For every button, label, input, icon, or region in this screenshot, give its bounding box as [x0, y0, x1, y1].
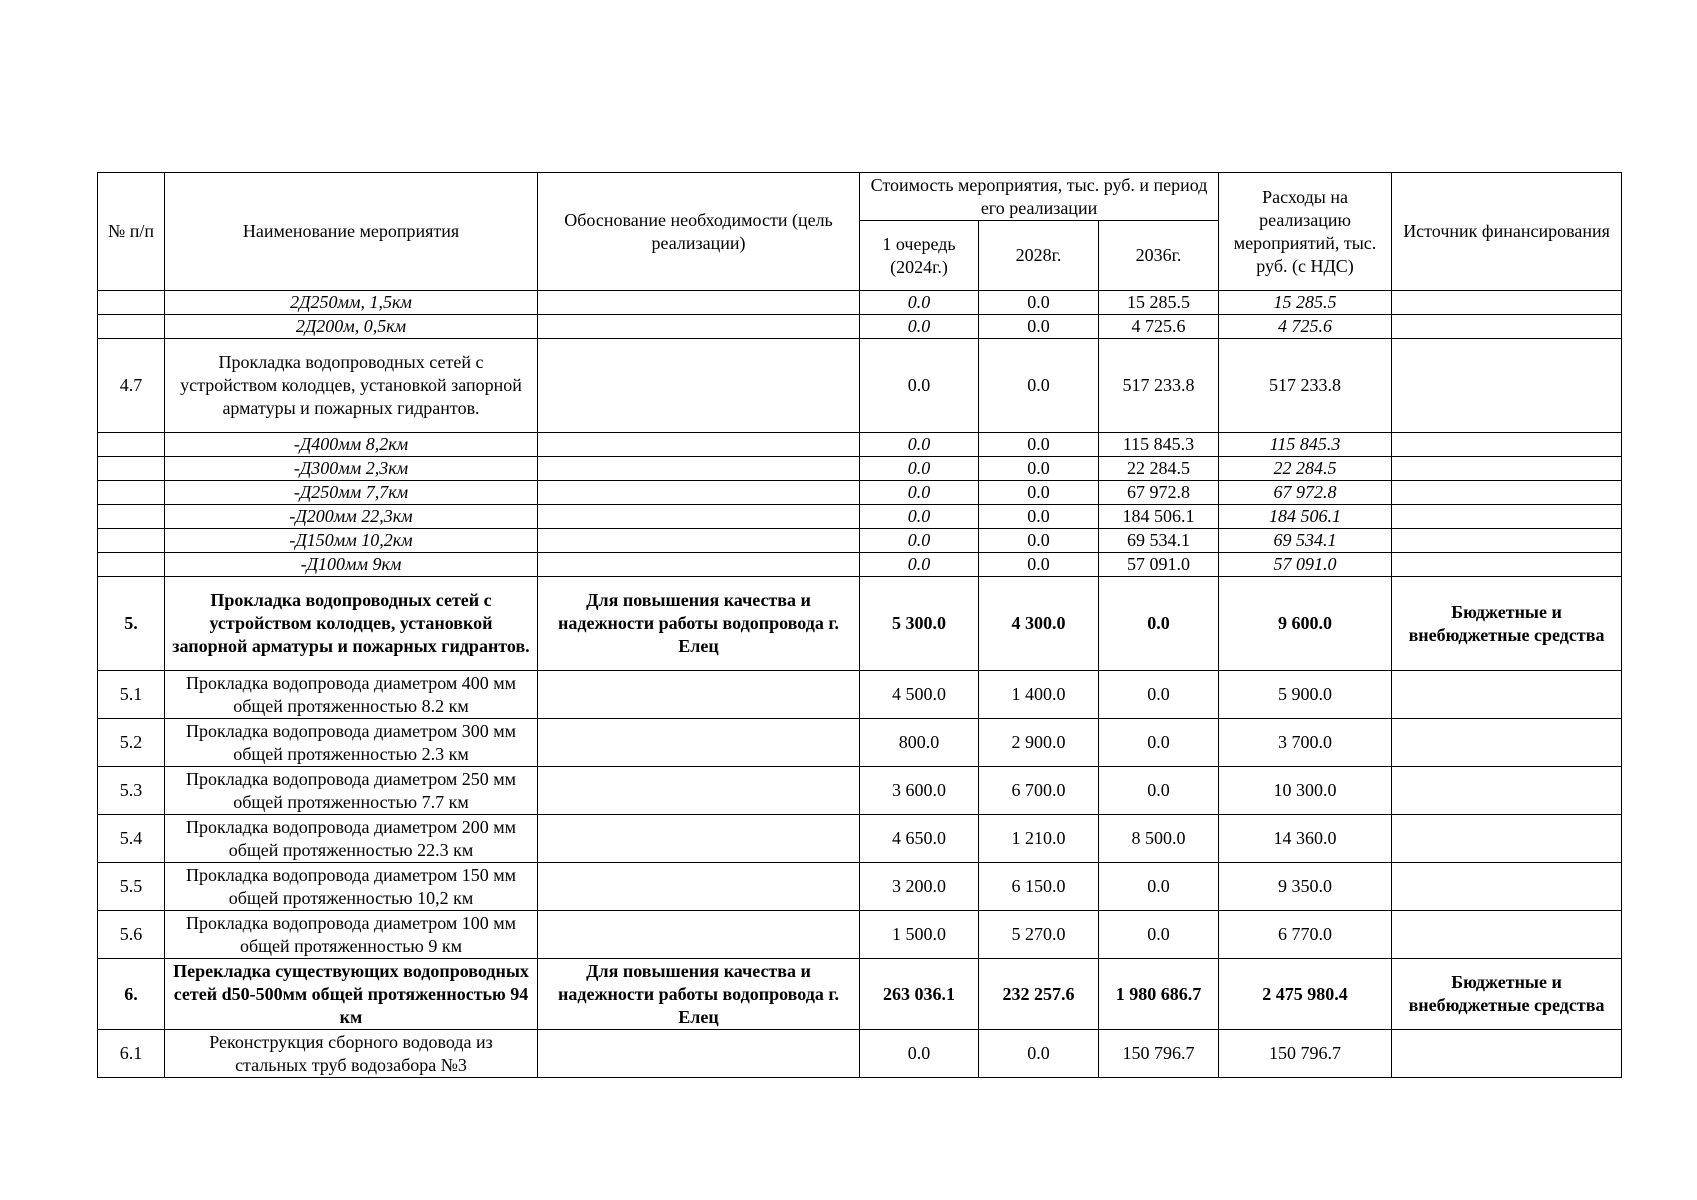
cell-justification — [538, 291, 860, 315]
table-row — [98, 815, 1622, 863]
cell-num: 4.7 — [98, 339, 165, 433]
cell-total: 115 845.3 — [1219, 433, 1392, 457]
cell-stage1: 0.0 — [860, 529, 979, 553]
table-row — [98, 505, 1622, 529]
header-name: Наименование мероприятия — [165, 173, 538, 291]
cell-stage1: 1 500.0 — [860, 911, 979, 959]
cell-justification — [538, 553, 860, 577]
cell-name: -Д200мм 22,3км — [165, 505, 538, 529]
table-row — [98, 1030, 1622, 1078]
header-justification: Обоснование необходимости (цель реализации) — [538, 173, 860, 291]
cell-stage1: 263 036.1 — [860, 959, 979, 1030]
cell-stage1: 0.0 — [860, 315, 979, 339]
cell-num — [98, 481, 165, 505]
cell-2028: 4 300.0 — [979, 577, 1099, 671]
cell-num: 5.1 — [98, 671, 165, 719]
cell-num: 5.4 — [98, 815, 165, 863]
cell-justification — [538, 457, 860, 481]
cell-justification — [538, 863, 860, 911]
cell-2028: 232 257.6 — [979, 959, 1099, 1030]
cell-2036: 69 534.1 — [1099, 529, 1219, 553]
cell-2036: 115 845.3 — [1099, 433, 1219, 457]
cell-stage1: 0.0 — [860, 481, 979, 505]
cell-total: 69 534.1 — [1219, 529, 1392, 553]
cell-2036: 1 980 686.7 — [1099, 959, 1219, 1030]
cell-2028: 0.0 — [979, 291, 1099, 315]
cell-name: 2Д200м, 0,5км — [165, 315, 538, 339]
cell-num: 5. — [98, 577, 165, 671]
cell-2036: 4 725.6 — [1099, 315, 1219, 339]
cell-2036: 0.0 — [1099, 767, 1219, 815]
table-row — [98, 433, 1622, 457]
cell-name: -Д150мм 10,2км — [165, 529, 538, 553]
cell-2036: 8 500.0 — [1099, 815, 1219, 863]
cell-name: Реконструкция сборного водовода из стальных труб водозабора №3 — [165, 1030, 538, 1078]
cell-stage1: 0.0 — [860, 457, 979, 481]
cell-total: 5 900.0 — [1219, 671, 1392, 719]
cell-name: 2Д250мм, 1,5км — [165, 291, 538, 315]
cell-name: Прокладка водопровода диаметром 300 мм общей протяженностью 2.3 км — [165, 719, 538, 767]
cell-justification: Для повышения качества и надежности работы водопровода г. Елец — [538, 577, 860, 671]
cell-source — [1392, 719, 1622, 767]
table-row — [98, 767, 1622, 815]
cell-stage1: 3 200.0 — [860, 863, 979, 911]
header-2036: 2036г. — [1099, 221, 1219, 291]
cell-stage1: 0.0 — [860, 553, 979, 577]
cell-name: -Д100мм 9км — [165, 553, 538, 577]
cell-num — [98, 291, 165, 315]
cell-justification — [538, 719, 860, 767]
header-source: Источник финансирования — [1392, 173, 1622, 291]
cell-num: 5.3 — [98, 767, 165, 815]
cell-num: 6. — [98, 959, 165, 1030]
cell-justification — [538, 505, 860, 529]
cell-2028: 0.0 — [979, 457, 1099, 481]
cell-total: 184 506.1 — [1219, 505, 1392, 529]
cell-num — [98, 553, 165, 577]
cell-source — [1392, 767, 1622, 815]
cell-source — [1392, 1030, 1622, 1078]
cell-num: 5.5 — [98, 863, 165, 911]
cell-2036: 0.0 — [1099, 671, 1219, 719]
cell-justification — [538, 339, 860, 433]
cell-source — [1392, 863, 1622, 911]
header-cost-group: Стоимость мероприятия, тыс. руб. и период его реализации — [860, 173, 1219, 221]
cell-num: 5.2 — [98, 719, 165, 767]
cell-total: 3 700.0 — [1219, 719, 1392, 767]
header-expenses: Расходы на реализацию мероприятий, тыс. руб. (с НДС) — [1219, 173, 1392, 291]
cell-2028: 0.0 — [979, 481, 1099, 505]
cell-2028: 0.0 — [979, 505, 1099, 529]
cell-2028: 0.0 — [979, 433, 1099, 457]
cell-name: Прокладка водопровода диаметром 100 мм общей протяженностью 9 км — [165, 911, 538, 959]
cell-total: 22 284.5 — [1219, 457, 1392, 481]
cell-stage1: 0.0 — [860, 291, 979, 315]
cell-2028: 1 400.0 — [979, 671, 1099, 719]
cell-2036: 0.0 — [1099, 863, 1219, 911]
cell-num: 6.1 — [98, 1030, 165, 1078]
cell-2036: 184 506.1 — [1099, 505, 1219, 529]
table-row — [98, 671, 1622, 719]
cell-stage1: 4 650.0 — [860, 815, 979, 863]
cell-2036: 15 285.5 — [1099, 291, 1219, 315]
cell-num — [98, 457, 165, 481]
cell-name: Прокладка водопроводных сетей с устройством колодцев, установкой запорной арматуры и пожарных гидрантов. — [165, 577, 538, 671]
cell-name: Перекладка существующих водопроводных сетей d50-500мм общей протяженностью 94 км — [165, 959, 538, 1030]
cell-justification — [538, 911, 860, 959]
cell-stage1: 5 300.0 — [860, 577, 979, 671]
cell-stage1: 0.0 — [860, 505, 979, 529]
cell-2028: 6 150.0 — [979, 863, 1099, 911]
cell-name: Прокладка водопровода диаметром 400 мм общей протяженностью 8.2 км — [165, 671, 538, 719]
table-row — [98, 553, 1622, 577]
cell-total: 2 475 980.4 — [1219, 959, 1392, 1030]
table-row — [98, 291, 1622, 315]
cell-total: 10 300.0 — [1219, 767, 1392, 815]
cell-total: 6 770.0 — [1219, 911, 1392, 959]
cell-stage1: 4 500.0 — [860, 671, 979, 719]
cell-2036: 67 972.8 — [1099, 481, 1219, 505]
cell-justification — [538, 767, 860, 815]
cell-2028: 0.0 — [979, 315, 1099, 339]
header-stage1: 1 очередь (2024г.) — [860, 221, 979, 291]
cell-name: -Д250мм 7,7км — [165, 481, 538, 505]
cell-justification: Для повышения качества и надежности работы водопровода г. Елец — [538, 959, 860, 1030]
cell-2028: 5 270.0 — [979, 911, 1099, 959]
cell-source — [1392, 481, 1622, 505]
cell-source — [1392, 433, 1622, 457]
cell-source — [1392, 291, 1622, 315]
cell-num — [98, 529, 165, 553]
table-row — [98, 481, 1622, 505]
cell-justification — [538, 815, 860, 863]
cell-stage1: 0.0 — [860, 1030, 979, 1078]
cell-2036: 22 284.5 — [1099, 457, 1219, 481]
table-row — [98, 911, 1622, 959]
cell-total: 9 600.0 — [1219, 577, 1392, 671]
cell-2036: 0.0 — [1099, 911, 1219, 959]
table-row — [98, 457, 1622, 481]
measures-table — [97, 172, 1622, 1078]
cell-justification — [538, 529, 860, 553]
cell-stage1: 800.0 — [860, 719, 979, 767]
cell-name: Прокладка водопроводных сетей с устройством колодцев, установкой запорной арматуры и пожарных гидрантов. — [165, 339, 538, 433]
cell-justification — [538, 481, 860, 505]
cell-name: Прокладка водопровода диаметром 250 мм общей протяженностью 7.7 км — [165, 767, 538, 815]
cell-justification — [538, 671, 860, 719]
cell-justification — [538, 1030, 860, 1078]
table-row — [98, 315, 1622, 339]
cell-num: 5.6 — [98, 911, 165, 959]
cell-num — [98, 433, 165, 457]
cell-source: Бюджетные и внебюджетные средства — [1392, 959, 1622, 1030]
table-row — [98, 577, 1622, 671]
cell-source — [1392, 505, 1622, 529]
cell-source — [1392, 529, 1622, 553]
cell-name: Прокладка водопровода диаметром 200 мм общей протяженностью 22.3 км — [165, 815, 538, 863]
cell-num — [98, 315, 165, 339]
cell-total: 14 360.0 — [1219, 815, 1392, 863]
cell-name: -Д400мм 8,2км — [165, 433, 538, 457]
cell-source — [1392, 457, 1622, 481]
cell-num — [98, 505, 165, 529]
cell-name: Прокладка водопровода диаметром 150 мм общей протяженностью 10,2 км — [165, 863, 538, 911]
cell-total: 517 233.8 — [1219, 339, 1392, 433]
cell-source: Бюджетные и внебюджетные средства — [1392, 577, 1622, 671]
cell-justification — [538, 433, 860, 457]
table-row — [98, 719, 1622, 767]
cell-2036: 150 796.7 — [1099, 1030, 1219, 1078]
cell-source — [1392, 553, 1622, 577]
cell-source — [1392, 315, 1622, 339]
cell-2028: 2 900.0 — [979, 719, 1099, 767]
cell-2036: 517 233.8 — [1099, 339, 1219, 433]
cell-2036: 0.0 — [1099, 719, 1219, 767]
cell-source — [1392, 911, 1622, 959]
cell-total: 67 972.8 — [1219, 481, 1392, 505]
cell-source — [1392, 671, 1622, 719]
cell-total: 15 285.5 — [1219, 291, 1392, 315]
table-row — [98, 339, 1622, 433]
table-row — [98, 959, 1622, 1030]
cell-total: 57 091.0 — [1219, 553, 1392, 577]
cell-2028: 6 700.0 — [979, 767, 1099, 815]
cell-2028: 0.0 — [979, 339, 1099, 433]
cell-stage1: 0.0 — [860, 433, 979, 457]
header-2028: 2028г. — [979, 221, 1099, 291]
cell-name: -Д300мм 2,3км — [165, 457, 538, 481]
cell-stage1: 3 600.0 — [860, 767, 979, 815]
cell-justification — [538, 315, 860, 339]
cell-source — [1392, 815, 1622, 863]
cell-2028: 0.0 — [979, 553, 1099, 577]
cell-total: 4 725.6 — [1219, 315, 1392, 339]
cell-source — [1392, 339, 1622, 433]
cell-total: 150 796.7 — [1219, 1030, 1392, 1078]
cell-total: 9 350.0 — [1219, 863, 1392, 911]
table-row — [98, 529, 1622, 553]
table-row — [98, 863, 1622, 911]
cell-2036: 0.0 — [1099, 577, 1219, 671]
cell-2036: 57 091.0 — [1099, 553, 1219, 577]
cell-2028: 0.0 — [979, 529, 1099, 553]
cell-2028: 0.0 — [979, 1030, 1099, 1078]
cell-2028: 1 210.0 — [979, 815, 1099, 863]
header-num: № п/п — [98, 173, 165, 291]
cell-stage1: 0.0 — [860, 339, 979, 433]
